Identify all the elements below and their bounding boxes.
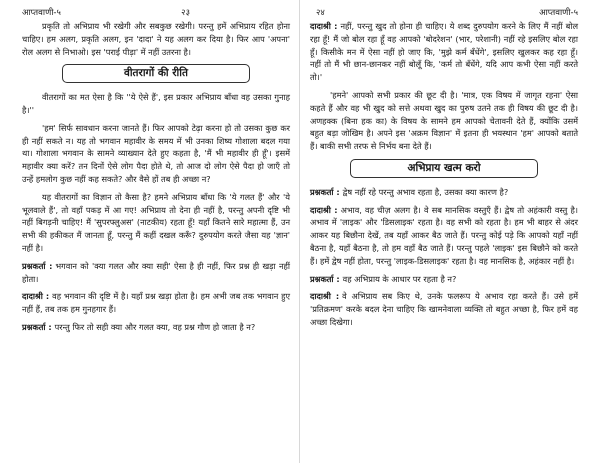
left-dialogue-2: [22, 290, 290, 316]
left-dialogue-1-text: भगवान को 'क्या गलत और क्या सही' ऐसा है ही नहीं, फिर प्रश्न ही खड़ा नहीं होता।: [22, 260, 290, 284]
right-dialogue-5-speaker: दादाश्री :: [310, 291, 340, 302]
left-paragraph-3: यह वीतरागों का विज्ञान तो कैसा है? हमने अभिप्राय बाँधा कि 'ये गलत हैं' और 'ये भूलवाले हैं', तो वहाँ पकड़ में आ गए! अभिप्राय तो देना ही नहीं है, परन्तु अपनी दृष्टि भी नहीं बिगड़नी चाहिए! मैं 'सुपरफ्लुअस' (नाटकीय) रहता हूँ! यहाँ कितने सारे महात्मा हैं, उन सभी की हकीकत मैं जानता हूँ, परन्तु मैं कहीं दखल करूँ? दुरुपयोग करते जैसा यह 'ज्ञान' नहीं है।: [22, 191, 290, 253]
left-dialogue-3: [22, 321, 290, 334]
right-dialogue-2-text: द्वेष नहीं रहे परन्तु अभाव रहता है, उसका क्या कारण है?: [342, 186, 509, 197]
right-dialogue-4: [310, 273, 578, 286]
right-dialogue-4-text: वह अभिप्राय के आधार पर रहता है न?: [342, 273, 457, 284]
right-dialogue-1-speaker: दादाश्री :: [310, 21, 338, 31]
right-page: [300, 0, 600, 463]
left-paragraph-1: वीतरागों का मत ऐसा है कि ''ये ऐसे हैं', इस प्रकार अभिप्राय बाँधा वह उसका गुनाह है।'': [22, 92, 290, 115]
left-dialogue-1: [22, 260, 290, 286]
left-paragraph-2: 'हम' सिर्फ सावधान करना जानते हैं। फिर आपको टेढ़ा करना हो तो उसका कुछ कर ही नहीं सकते न। यह तो भगवान महावीर के समय में भी उनका शिष्य गोशाला बदल गया था। गोशाला भगवान के सामने व्याख्यान देते हुए कहता है, 'मैं भी महावीर ही हूँ'। इसमें महावीर क्या करें? तन दिनों ऐसे लोग पैदा होते थे, तो आज दो लोग ऐसे पैदा हो जाएँ तो उन्हें हमलोग कुछ नहीं कह सकते? और वैसे हों तब ही अच्छा न?: [22, 122, 290, 184]
right-dialogue-5: [310, 290, 578, 328]
left-dialogue-3-speaker: प्रश्नकर्ता :: [22, 321, 52, 332]
right-dialogue-2: [310, 186, 578, 199]
left-header-title: आप्तवाणी-५: [22, 8, 61, 18]
right-dialogue-1: [310, 20, 578, 84]
right-dialogue-4-speaker: प्रश्नकर्ता :: [310, 273, 340, 284]
right-page-header: [310, 6, 578, 20]
left-dialogue-3-text: परन्तु फिर तो सही क्या और गलत क्या, वह प्रश्न गौण हो जाता है न?: [54, 321, 256, 332]
right-dialogue-3-speaker: दादाश्री :: [310, 204, 338, 215]
right-page-body: [310, 20, 578, 329]
left-dialogue-2-text: वह भगवान की दृष्टि में है। यहाँ प्रश्न खड़ा होता है। हम अभी जब तक भगवान हुए नहीं हैं, तब तक हम गुनहगार हैं।: [22, 291, 290, 315]
right-dialogue-3-text: अभाव, वह चीज़ अलग है। वे सब मानसिक वस्तुएँ हैं। द्वेष तो अहंकारी वस्तु है। अभाव में 'लाइक' और 'डिसलाइक' रहता है। वह सभी को रहता है। हम भी बाहर से अंदर आकर यह बिछौना देखें, तब यहाँ आकर बैठ जाते हैं। परन्तु कोई पड़े कि आपको यहाँ नहीं बैठना है, यहाँ बैठना है, तो हम वहाँ बैठ जाते हैं। परन्तु पहले 'लाइक' इस बिछौने को करते हैं। हमें द्वेष नहीं होता, परन्तु 'लाइक-डिसलाइक' रहता है। वह मानसिक है, अहंकार नहीं है।: [310, 204, 578, 266]
right-dialogue-1-text: नहीं, परन्तु खुद तो होना ही चाहिए। ये शब्द दुरुपयोग करने के लिए मैं नहीं बोल रहा हूँ! मैं जो बोल रहा हूँ वह आपको 'बोदरेशन' (भार, परेशानी) नहीं रहे इसलिए बोल रहा हूँ। किसीके मन में ऐसा नहीं हो जाए कि, 'मुझे कर्म बँधेंगे', इसलिए खुलकर कह रहा हूँ। नहीं तो मैं भी छान-छानकर नहीं बोलूँ कि, 'कर्म तो बँधेंगे, यदि आप कभी ऐसा नहीं करते तो।': [310, 21, 578, 83]
left-section-title: वीतरागों की रीति: [62, 64, 250, 83]
left-opening-paragraph: प्रकृति तो अभिप्राय भी रखेगी और सबकुछ रखेगी। परन्तु हमें अभिप्राय रहित होना चाहिए। हम अलग, प्रकृति अलग, इन 'दादा' ने यह अलग कर दिया है। फिर आप 'अपना' रोल अलग से निभाओ। इस 'पराई पीड़ा' में नहीं उतरना है।: [22, 21, 290, 57]
right-section-title: अभिप्राय खत्म करो: [350, 159, 538, 178]
left-page-header: [22, 6, 290, 20]
right-dialogue-3: [310, 204, 578, 268]
right-paragraph-1: 'हमने' आपको सभी प्रकार की छूट दी है। 'मात्र, एक विषय में जागृत रहना' ऐसा कहते हैं और वह भी खुद को सत्ते अथवा खुद का पुरुष उतने तक ही विषय की छूट दी है। अणहक्क (बिना हक का) के विषय के सामने हम आपको चेतावनी देते हैं, क्योंकि उसमें बहुत बड़ा जोखिम है। अपने इस 'अक्रम विज्ञान' में इतना ही भयस्थान 'हम' आपको बताते हैं। बाकी सभी तरफ से निर्भय बना देते हैं।: [310, 89, 578, 152]
right-header-title: आप्तवाणी-५: [539, 8, 578, 18]
left-page-number: २३: [181, 8, 190, 18]
right-dialogue-2-speaker: प्रश्नकर्ता :: [310, 186, 340, 197]
left-dialogue-1-speaker: प्रश्नकर्ता :: [22, 260, 53, 271]
left-dialogue-2-speaker: दादाश्री :: [22, 291, 50, 302]
right-dialogue-5-text: वे अभिप्राय सब किए थे, उनके फलरूप ये अभाव रहा करते हैं। उसे हमें 'प्रतिक्रमण' करके बदल देना चाहिए कि खामनेवाला व्यक्ति तो बहुत अच्छा है, फिर हमें वह अच्छा दिखेगा।: [310, 291, 578, 327]
left-page-body: [22, 20, 290, 334]
right-page-number: २४: [316, 8, 325, 18]
